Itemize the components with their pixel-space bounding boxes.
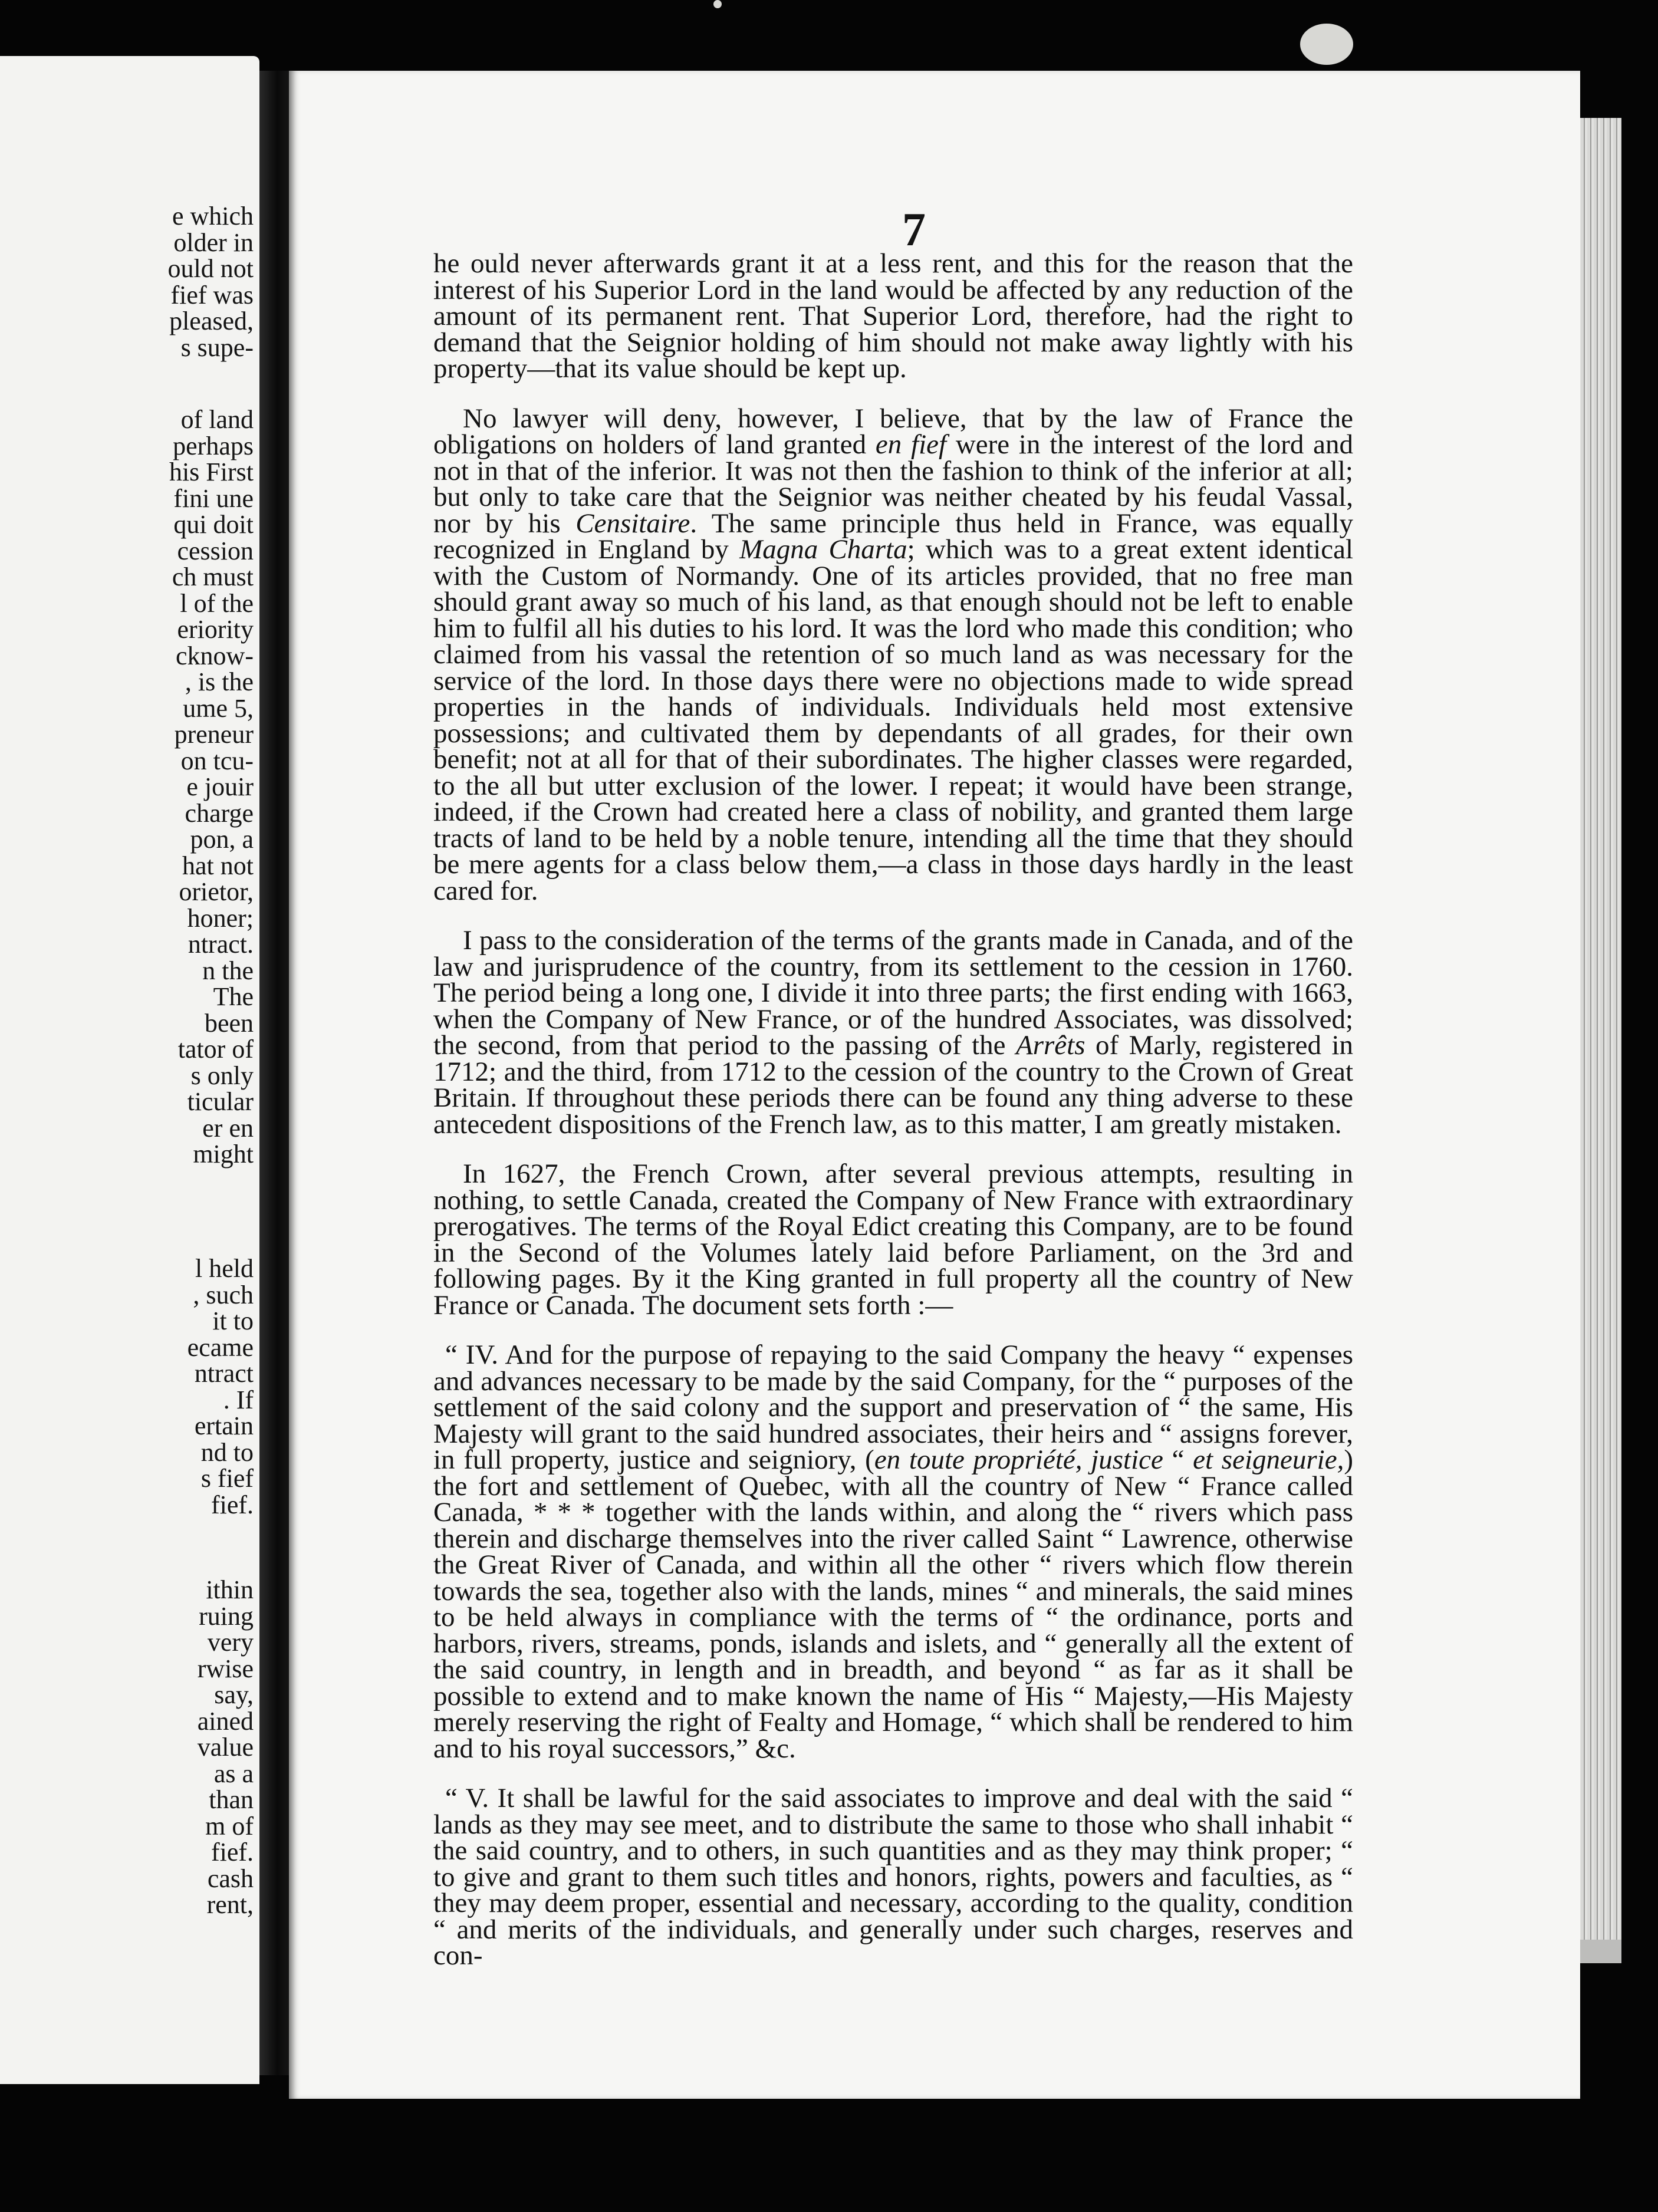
left-page-line: fief. (210, 1490, 254, 1519)
left-page-line: ecame (187, 1332, 254, 1362)
left-page-line: ch must (172, 562, 254, 591)
left-page-line: l of the (180, 588, 254, 618)
left-page-line: his First (169, 457, 254, 486)
left-page-line: might (193, 1140, 254, 1168)
left-page-line: n the (202, 956, 254, 985)
left-page-line: , is the (185, 667, 254, 696)
left-page-line: eriority (177, 615, 254, 644)
left-page-line: cknow- (176, 641, 254, 670)
left-page-line: tator of (177, 1035, 254, 1064)
left-page-line: ume 5, (183, 693, 254, 723)
page-edges (1574, 118, 1621, 1957)
left-page-line: rwise (197, 1654, 254, 1683)
left-page-line: m of (205, 1811, 254, 1841)
dust-speck (1300, 24, 1353, 65)
left-page-line: ruing (199, 1601, 254, 1631)
left-page-line: cash (207, 1864, 254, 1893)
left-page-line: qui doit (173, 510, 254, 539)
left-page-line: . If (223, 1385, 254, 1414)
left-page-line: The (213, 982, 254, 1011)
left-page-line: of land (180, 405, 254, 434)
left-page-line: ticular (187, 1087, 254, 1116)
left-page-line: ained (197, 1706, 254, 1736)
left-page-line: it to (212, 1306, 254, 1335)
left-page-line: than (209, 1785, 254, 1814)
left-page-line: ntract (194, 1359, 254, 1388)
paragraph-1: he ould never afterwards grant it at a less rent, and this for the reason that the interest of his Superior Lord in the land would be affected by any reduction of the amount of its permanent rent. That Superior Lord, therefore, had the right to demand that the Seignior holding of him should not make away lightly with his property—that its value should be kept up. (433, 248, 1353, 384)
left-page-line: ithin (206, 1575, 254, 1604)
paragraph-3: I pass to the consideration of the terms of the grants made in Canada, and of the law and jurisprudence of the country, from its settlement to the cession in 1760. The period being a long one, I divide it into three parts; the first ending with 1663, when the Company of New France, or of the hundred Associates, was dissolved; the second, from that period to the passing of the Arrêts of Marly, registered in 1712; and the third, from 1712 to the cession of the country to the Crown of Great Britain. If throughout these periods there can be found any thing adverse to these antecedent dispositions of the French law, as to this matter, I am greatly mistaken. (433, 925, 1354, 1140)
left-page-line: , such (193, 1280, 254, 1309)
left-page-line: e jouir (186, 772, 254, 801)
left-page-line: l held (195, 1254, 254, 1283)
previous-page (0, 56, 259, 2084)
left-page-line: as a (213, 1759, 254, 1788)
quote-article-iv: “ IV. And for the purpose of repaying to the said Company the heavy “ expenses and advances necessary to be made by the said Company, for the “ purposes of the settlement of the said colony and the support and preservation of “ the same, His Majesty will grant to the said hundred associates, their heirs and “ assigns forever, in full property, justice and seigniory, (en toute propriété, justice “ et seigneurie,) the fort and settlement of Quebec, with all the country of New “ France called Canada, * * * together with the lands within, and along the “ rivers which pass therein and discharge themselves into the river called Saint “ Lawrence, otherwise the Great River of Canada, and within all the other “ rivers which flow therein towards the sea, together also with the lands, mines “ and minerals, the said mines to be held always in compliance with the terms of “ the ordinance, ports and harbors, rivers, streams, ponds, islands and islets, and “ generally all the extent of the said country, in length and in breadth, and beyond “ as far as it shall be possible to extend and to make known the name of His “ Majesty,—His Majesty merely reserving the right of Fealty and Homage, “ which shall be rendered to him and to his royal successors,” &c. (433, 1339, 1353, 1764)
left-page-line: hat not (182, 851, 254, 880)
left-page-line: very (207, 1628, 254, 1657)
left-page-line: er en (202, 1113, 254, 1143)
left-page-line: ould not (167, 254, 254, 283)
paragraph-2: No lawyer will deny, however, I believe, that by the law of France the obligations on holders of land granted en fief were in the interest of the lord and not in that of the inferior. It was not then the fashion to think of the inferior at all; but only to take care that the Seignior was neither cheated by his feudal Vassal, nor by his Censitaire. The same principle thus held in France, was equally recognized in England by Magna Charta; which was to a great extent identical with the Custom of Normandy. One of its articles provided, that no free man should grant away so much of his land, as that enough should not be left to enable him to fulfil all his duties to his lord. It was the lord who made this condition; who claimed from his vassal the retention of so much land as was necessary for the service of the lord. In those days there were no objections made to wide spread properties in the hands of individuals. Individuals held most extensive possessions; and cultivated them by dependants of all grades, for their own benefit; not at all for that of their subordinates. The higher classes were regarded, to the all but utter exclusion of the lower. I repeat; it would have been strange, indeed, if the Crown had created here a class of nobility, and granted them large tracts of land to be held by a noble tenure, intending all the time that they should be mere agents for a class below them,—a class in those days hardly in the least cared for. (433, 403, 1354, 906)
left-page-line: preneur (174, 720, 254, 749)
left-page-line: ntract. (187, 930, 254, 959)
left-page-line: e which (172, 202, 254, 231)
left-page-line: pleased, (169, 307, 254, 335)
left-page-line: fief. (210, 1838, 254, 1867)
left-page-line: honer; (187, 903, 254, 933)
left-page-line: nd to (200, 1437, 254, 1467)
left-page-line: s only (190, 1061, 254, 1090)
left-page-line: charge (185, 798, 254, 828)
page-text (433, 248, 1354, 1971)
left-page-line: rent, (206, 1890, 254, 1919)
quote-article-v: “ V. It shall be lawful for the said associates to improve and deal with the said “ lands as they may see meet, and to distribute the same to those who shall inhabit “ the said country, and to others, in such quantities and as they may think proper; “ to give and grant to them such titles and honors, rights, powers and faculties, as “ they may deem proper, essential and necessary, according to the quality, condition “ and merits of the individuals, and generally under such charges, reserves and con- (433, 1783, 1353, 1971)
paragraph-4: In 1627, the French Crown, after several previous attempts, resulting in nothing, to settle Canada, created the Company of New France with extraordinary prerogatives. The terms of the Royal Edict creating this Company, are to be found in the Second of the Volumes lately laid before Parliament, on the 3rd and following pages. By it the King granted in full property all the country of New France or Canada. The document sets forth :— (433, 1158, 1353, 1321)
left-page-line: pon, a (190, 825, 254, 854)
left-page-line: fief was (170, 280, 254, 310)
left-page-line: orietor, (179, 877, 254, 906)
left-page-line: cession (177, 536, 254, 565)
left-page-line: fini une (173, 483, 254, 513)
left-page-line: value (197, 1733, 254, 1762)
left-page-line: on tcu- (180, 746, 254, 775)
left-page-line: s fief (200, 1464, 254, 1493)
left-page-line: ertain (194, 1411, 254, 1440)
page-number: 7 (902, 204, 926, 256)
left-page-line: been (204, 1008, 254, 1038)
left-page-line: older in (173, 228, 254, 257)
left-page-line: perhaps (173, 431, 254, 460)
left-page-line: say, (214, 1680, 254, 1709)
left-page-line: s supe- (180, 333, 254, 362)
dust-speck (713, 0, 722, 8)
